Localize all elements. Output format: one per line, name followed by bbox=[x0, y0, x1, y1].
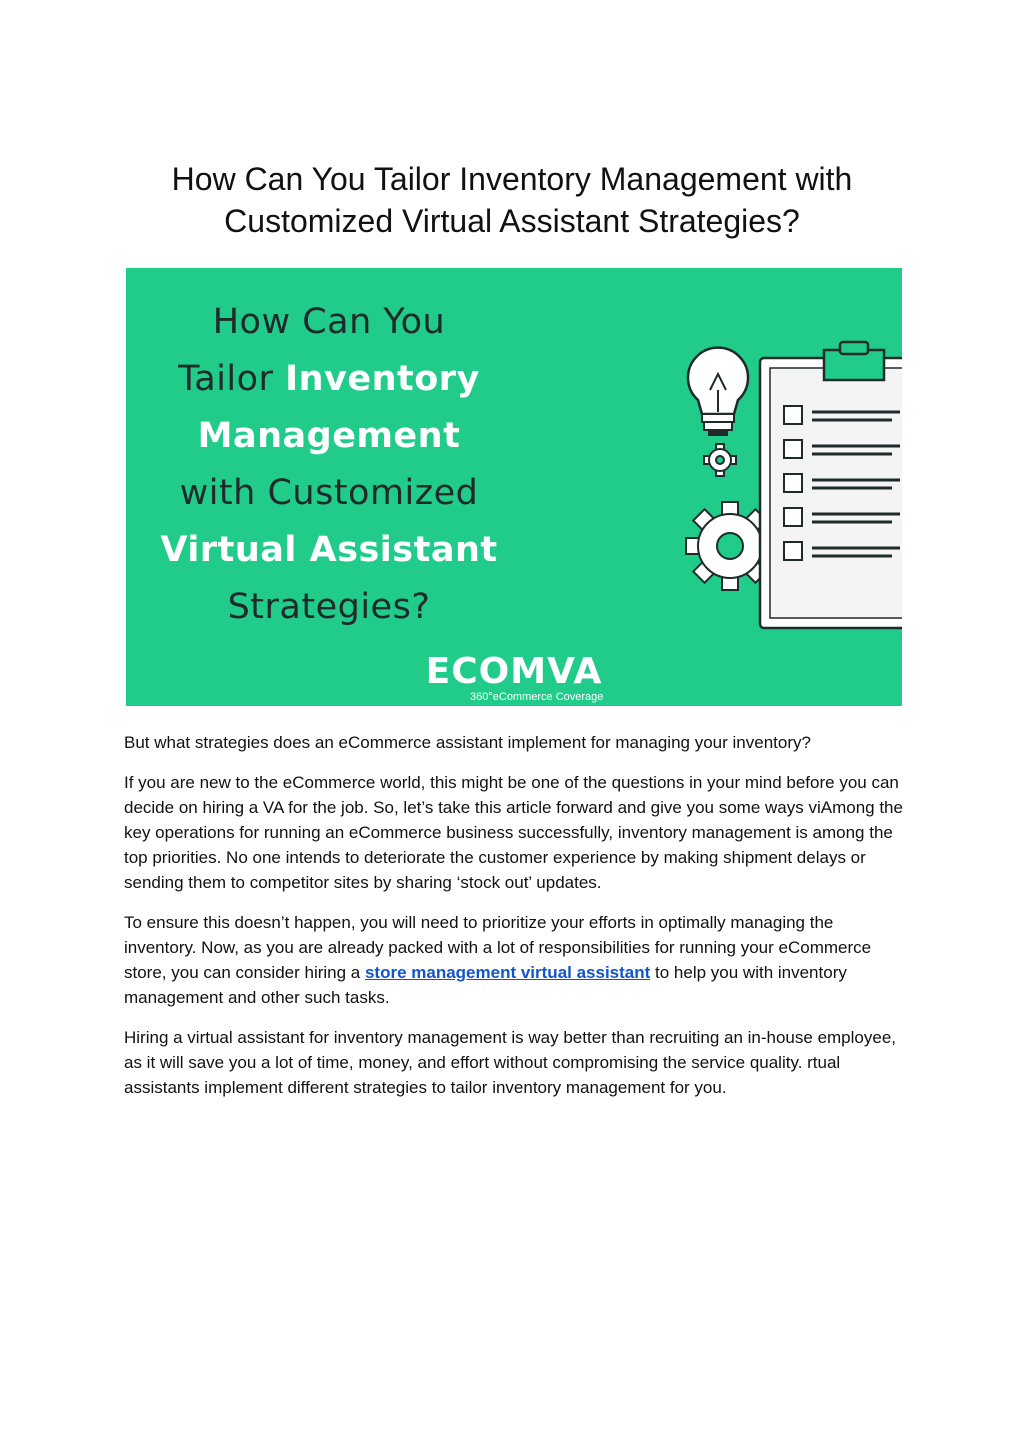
banner-heading-segment: Tailor bbox=[178, 359, 286, 399]
ecomva-logo bbox=[424, 651, 604, 704]
clipboard-checklist-icon bbox=[760, 342, 902, 628]
banner-heading-line bbox=[126, 351, 532, 408]
paragraph-4: Hiring a virtual assistant for inventory management is way better than recruiting an in-house employee, as it will save you a lot of time, money, and effort without compromising the service quality. rtual assistants implement different strategies to tailor inventory management for you. bbox=[124, 1028, 896, 1097]
banner-heading-line bbox=[126, 579, 532, 636]
banner-heading-line bbox=[126, 294, 532, 351]
paragraph-2: If you are new to the eCommerce world, this might be one of the questions in your mind before you can decide on hiring a VA for the job. So, let’s take this article forward and give you some ways viAmong the key operations for running an eCommerce business successfully, inventory management is among the top priorities. No one intends to deteriorate the customer experience by making shipment delays or sending them to competitor sites by sharing ‘stock out’ updates. bbox=[124, 773, 903, 892]
logo-tagline: 360°eCommerce Coverage bbox=[470, 691, 604, 703]
banner-heading-segment: Virtual Assistant bbox=[160, 530, 498, 570]
banner-heading-line bbox=[126, 522, 532, 579]
lightbulb-icon bbox=[688, 348, 748, 436]
title-line-1: How Can You Tailor Inventory Management with bbox=[171, 161, 853, 197]
banner-heading bbox=[126, 294, 532, 636]
banner-heading-segment: Strategies? bbox=[227, 587, 431, 627]
illustration bbox=[562, 318, 902, 638]
paragraph-1: But what strategies does an eCommerce assistant implement for managing your inventory? bbox=[124, 733, 811, 752]
article-body bbox=[124, 730, 904, 1115]
banner-image bbox=[126, 268, 902, 706]
paragraph-3 bbox=[124, 910, 904, 1010]
banner-heading-line bbox=[126, 465, 532, 522]
title-line-2: Customized Virtual Assistant Strategies? bbox=[224, 203, 800, 239]
paragraph-3-end: to help you with inventory management and other such tasks. bbox=[124, 963, 847, 1007]
gear-icon bbox=[704, 444, 736, 476]
banner-heading-segment: Inventory bbox=[285, 359, 480, 399]
paragraph-3-start: To ensure this doesn’t happen, you will need to prioritize your efforts in optimally managing the inventory. Now, as you are already packed with a lot of responsibilities for running your eCommerce store, you can consider hiring a bbox=[124, 913, 872, 982]
banner-heading-line bbox=[126, 408, 532, 465]
banner-heading-segment: Management bbox=[197, 416, 461, 456]
logo-wordmark: ECOMVA bbox=[425, 651, 603, 692]
page-title bbox=[110, 158, 914, 242]
banner-heading-segment: with Customized bbox=[179, 473, 479, 513]
store-management-va-link[interactable]: store management virtual assistant bbox=[364, 963, 651, 982]
banner-heading-segment: How Can You bbox=[212, 302, 446, 342]
